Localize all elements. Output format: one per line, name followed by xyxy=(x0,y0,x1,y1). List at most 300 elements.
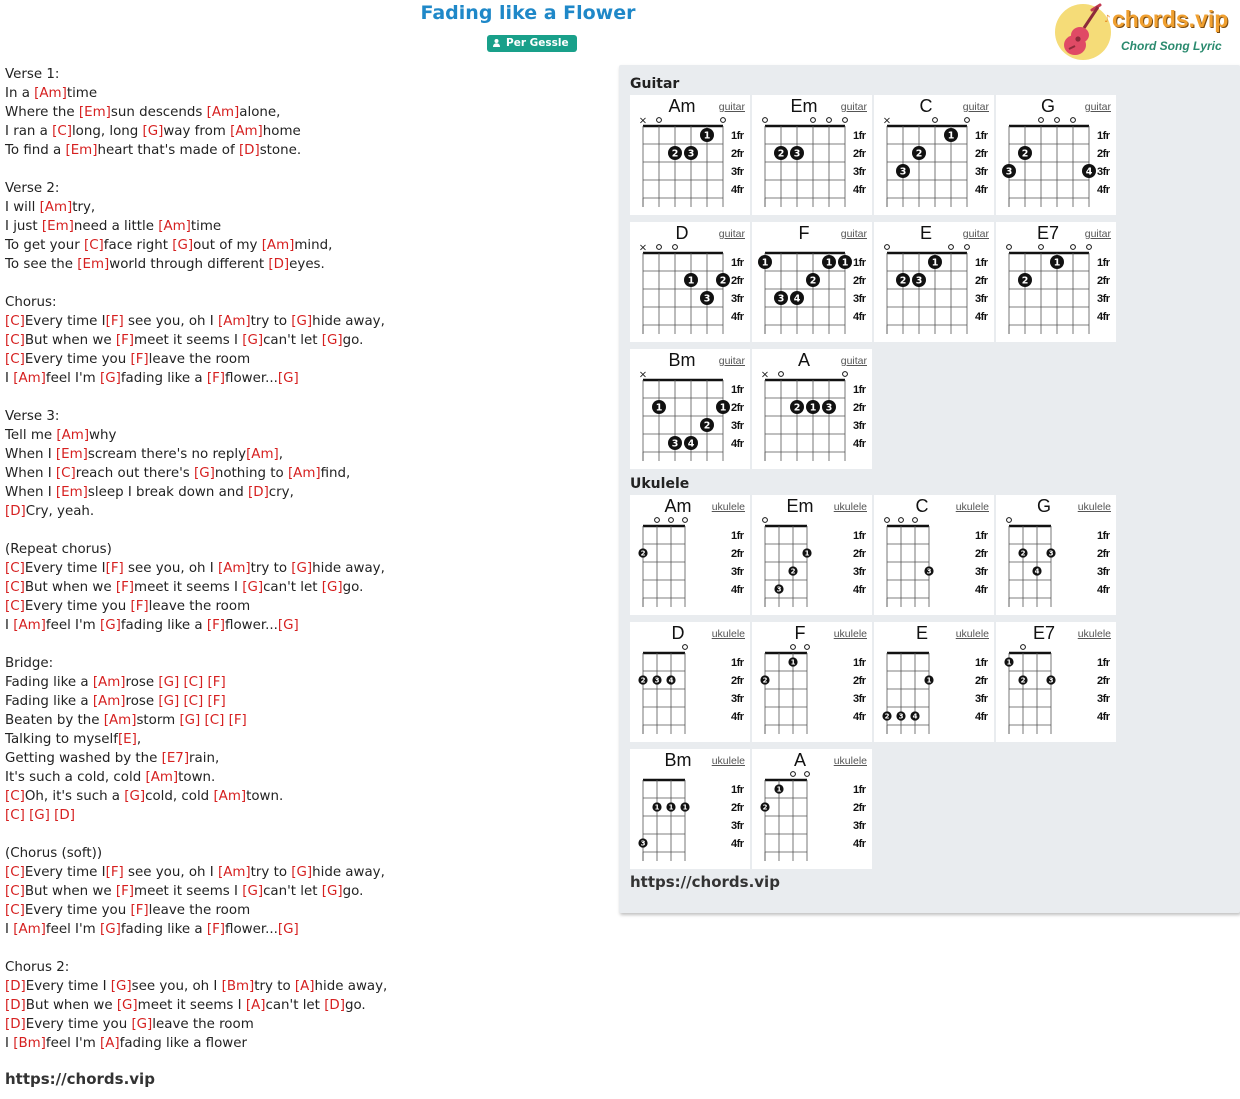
finger-number: 1 xyxy=(1053,257,1061,269)
chord-link[interactable]: [Am] xyxy=(92,694,126,709)
chord-link[interactable]: [Am] xyxy=(217,561,251,576)
chord-link[interactable]: [D] xyxy=(268,257,290,272)
chord-link[interactable]: [C] xyxy=(55,466,76,481)
ukulele-chord-card-d[interactable] xyxy=(630,622,750,742)
chord-link[interactable]: [G] xyxy=(291,561,313,576)
chord-link[interactable]: [G] xyxy=(194,466,215,481)
instrument-link[interactable]: guitar xyxy=(1084,228,1111,240)
open-string-mark xyxy=(827,118,832,123)
chord-link[interactable]: [G] xyxy=(291,865,313,880)
lyric-text: Tell me xyxy=(5,428,57,443)
chord-link[interactable]: [C] xyxy=(5,580,25,595)
muted-string-mark: × xyxy=(882,115,892,127)
chord-link[interactable]: [D] xyxy=(248,485,269,500)
chord-link[interactable]: [C] xyxy=(5,884,25,899)
chord-name: A xyxy=(797,350,810,370)
fret-label: 4fr xyxy=(1097,184,1110,196)
guitar-chord-card-c[interactable] xyxy=(874,95,994,215)
ukulele-chord-card-c[interactable] xyxy=(874,495,994,615)
guitar-chord-card-d[interactable] xyxy=(630,222,750,342)
chord-link[interactable]: [F] xyxy=(206,371,226,386)
chord-link[interactable]: [C] xyxy=(5,314,25,329)
lyric-line xyxy=(5,730,387,749)
finger-number: 1 xyxy=(654,803,660,812)
chord-link[interactable]: [G] xyxy=(99,922,121,937)
chord-link[interactable]: [G] xyxy=(131,1017,153,1032)
fret-label: 2fr xyxy=(1097,548,1110,560)
chord-link[interactable]: [D] xyxy=(5,504,26,519)
chord-link[interactable]: [G] xyxy=(321,580,343,595)
fret-label: 1fr xyxy=(853,130,866,142)
chord-link[interactable]: [F] xyxy=(115,884,135,899)
chord-link[interactable]: [C] xyxy=(5,599,25,614)
lyric-text: flower... xyxy=(225,922,278,937)
chord-link[interactable]: [G] xyxy=(110,979,132,994)
instrument-link[interactable]: guitar xyxy=(962,101,989,113)
finger-number: 2 xyxy=(1021,148,1029,160)
chord-link[interactable]: [G] xyxy=(172,238,194,253)
instrument-link[interactable]: guitar xyxy=(840,228,867,240)
chord-name: Am xyxy=(668,96,696,116)
fret-label: 4fr xyxy=(731,584,744,596)
finger-number: 3 xyxy=(793,148,801,160)
chord-link[interactable]: [F] xyxy=(207,675,226,690)
lyric-line xyxy=(5,977,387,996)
lyric-text: reach out there's xyxy=(75,466,195,481)
fret-label: 1fr xyxy=(731,257,744,269)
fret-label: 4fr xyxy=(975,711,988,723)
finger-number: 3 xyxy=(898,712,904,721)
fret-label: 1fr xyxy=(731,657,744,669)
finger-number: 1 xyxy=(841,257,849,269)
fretboard-diagram xyxy=(996,95,1116,215)
lyric-line xyxy=(5,293,387,312)
lyric-text: fading like a xyxy=(120,922,207,937)
lyric-text: can't let xyxy=(263,580,322,595)
lyric-text: fading like a xyxy=(120,618,207,633)
lyric-line xyxy=(5,692,387,711)
fret-label: 1fr xyxy=(731,384,744,396)
chord-link[interactable]: [Am] xyxy=(158,219,191,234)
chord-link[interactable]: [C] xyxy=(5,808,25,823)
finger-number: 1 xyxy=(809,402,817,414)
lyric-text: cry, xyxy=(268,485,294,500)
lyric-text: Every time you xyxy=(25,1017,132,1032)
instrument-link[interactable]: ukulele xyxy=(711,501,745,513)
chord-link[interactable]: [D] xyxy=(54,808,75,823)
lyric-line xyxy=(5,464,387,483)
lyric-text: Every time I xyxy=(24,561,106,576)
lyric-text: Beaten by the xyxy=(5,713,104,728)
lyric-text: Chorus: xyxy=(5,295,57,310)
lyric-text: face right xyxy=(103,238,173,253)
chord-link[interactable]: [F] xyxy=(115,580,135,595)
finger-number: 2 xyxy=(703,420,711,432)
fretboard-diagram xyxy=(874,95,994,215)
guitar-chord-card-g[interactable] xyxy=(996,95,1116,215)
chord-link[interactable]: [Bm] xyxy=(221,979,255,994)
finger-number: 4 xyxy=(912,712,918,721)
chord-link[interactable]: [Am] xyxy=(213,789,247,804)
open-string-mark xyxy=(721,118,726,123)
ukulele-chord-card-e7[interactable] xyxy=(996,622,1116,742)
chord-link[interactable]: [A] xyxy=(100,1036,120,1051)
chord-link[interactable]: [Em] xyxy=(55,447,88,462)
fret-label: 1fr xyxy=(1097,657,1110,669)
lyric-text: hide away, xyxy=(312,865,385,880)
instrument-link[interactable]: ukulele xyxy=(955,501,989,513)
open-string-mark xyxy=(763,518,768,523)
open-string-mark xyxy=(1055,118,1060,123)
lyric-text: When I xyxy=(5,447,56,462)
lyric-text: why xyxy=(89,428,117,443)
instrument-link[interactable]: guitar xyxy=(962,228,989,240)
lyric-text: Every time you xyxy=(24,903,131,918)
chord-link[interactable]: [C] xyxy=(5,561,25,576)
open-string-mark xyxy=(791,645,796,650)
lyric-text: try to xyxy=(254,979,295,994)
lyric-text: town. xyxy=(178,770,216,785)
lyric-text: Oh, it's such a xyxy=(24,789,125,804)
lyric-text: town. xyxy=(246,789,284,804)
lyric-line xyxy=(5,369,387,388)
site-logo[interactable] xyxy=(1054,2,1240,62)
chord-link[interactable]: [Em] xyxy=(77,257,110,272)
chord-link[interactable]: [Am] xyxy=(13,618,46,633)
fretboard-diagram xyxy=(752,95,872,215)
fretboard-diagram xyxy=(752,349,872,469)
chord-link[interactable]: [Em] xyxy=(41,219,74,234)
fret-label: 4fr xyxy=(853,838,866,850)
chord-link[interactable]: [C] xyxy=(204,713,225,728)
finger-number: 2 xyxy=(1021,275,1029,287)
chord-link[interactable]: [G] xyxy=(291,314,313,329)
chord-link[interactable]: [G] xyxy=(158,694,180,709)
lyric-text: To find a xyxy=(5,143,66,158)
guitar-chord-card-e[interactable] xyxy=(874,222,994,342)
instrument-link[interactable]: guitar xyxy=(1084,101,1111,113)
lyric-text: storm xyxy=(136,713,180,728)
fret-label: 3fr xyxy=(975,566,988,578)
chord-link[interactable]: [F] xyxy=(115,333,135,348)
panel-site-url[interactable]: https://chords.vip xyxy=(630,873,780,891)
fret-label: 2fr xyxy=(1097,675,1110,687)
chord-link[interactable]: [F] xyxy=(206,922,226,937)
chord-link[interactable]: [G] xyxy=(116,998,138,1013)
finger-number: 1 xyxy=(931,257,939,269)
chord-name: G xyxy=(1040,96,1055,116)
open-string-mark xyxy=(655,518,660,523)
fret-label: 2fr xyxy=(1097,148,1110,160)
lyric-line xyxy=(5,1034,387,1053)
chord-link[interactable]: [D] xyxy=(5,1017,26,1032)
finger-number: 2 xyxy=(640,549,646,558)
guitar-chord-card-am[interactable] xyxy=(630,95,750,215)
fret-label: 2fr xyxy=(975,675,988,687)
instrument-link[interactable]: guitar xyxy=(718,101,745,113)
lyric-line xyxy=(5,179,387,198)
lyric-text: leave the room xyxy=(152,1017,254,1032)
lyric-line xyxy=(5,920,387,939)
fretboard-diagram xyxy=(752,495,872,615)
chord-name: E7 xyxy=(1036,223,1060,243)
fret-label: 1fr xyxy=(853,657,866,669)
lyric-blank-line xyxy=(5,635,387,654)
lyric-text: leave the room xyxy=(148,599,251,614)
finger-number: 2 xyxy=(762,803,768,812)
fret-label: 4fr xyxy=(731,838,744,850)
lyric-text: But when we xyxy=(24,333,116,348)
chord-link[interactable]: [Am] xyxy=(261,238,295,253)
fret-label: 2fr xyxy=(731,148,744,160)
finger-number: 3 xyxy=(640,839,646,848)
ukulele-chord-card-g[interactable] xyxy=(996,495,1116,615)
ukulele-chord-card-e[interactable] xyxy=(874,622,994,742)
instrument-link[interactable]: ukulele xyxy=(955,628,989,640)
fret-label: 3fr xyxy=(853,166,866,178)
chord-name: Em xyxy=(786,496,814,516)
lyric-blank-line xyxy=(5,388,387,407)
chord-link[interactable]: [D] xyxy=(238,143,260,158)
lyric-text: But when we xyxy=(24,884,116,899)
chord-link[interactable]: [D] xyxy=(324,998,345,1013)
fret-label: 1fr xyxy=(731,530,744,542)
logo-wordmark: chords.vip xyxy=(1112,6,1229,32)
instrument-link[interactable]: guitar xyxy=(840,101,867,113)
chord-link[interactable]: [Am] xyxy=(13,371,46,386)
chord-link[interactable]: [F] xyxy=(130,352,149,367)
ukulele-chord-card-bm[interactable] xyxy=(630,749,750,869)
chord-link[interactable]: [D] xyxy=(5,979,26,994)
lyric-text: I xyxy=(5,618,14,633)
ukulele-chord-card-f[interactable] xyxy=(752,622,872,742)
chord-link[interactable]: [F] xyxy=(105,865,124,880)
chord-link[interactable]: [F] xyxy=(207,694,226,709)
chord-link[interactable]: [G] xyxy=(242,333,264,348)
finger-number: 2 xyxy=(1020,549,1026,558)
lyric-text: But when we xyxy=(24,580,116,595)
lyric-line xyxy=(5,768,387,787)
finger-number: 3 xyxy=(1005,166,1013,178)
instrument-link[interactable]: ukulele xyxy=(711,628,745,640)
fret-label: 1fr xyxy=(975,130,988,142)
guitar-chord-card-f[interactable] xyxy=(752,222,872,342)
lyric-text: see you, oh I xyxy=(123,314,218,329)
chord-link[interactable]: [C] xyxy=(183,694,204,709)
ukulele-chord-card-em[interactable] xyxy=(752,495,872,615)
finger-number: 3 xyxy=(671,438,679,450)
fretboard-diagram xyxy=(630,95,750,215)
chord-link[interactable]: [G] xyxy=(242,580,264,595)
fretboard-diagram xyxy=(630,749,750,869)
lyric-line xyxy=(5,597,387,616)
chord-link[interactable]: [Am] xyxy=(92,675,126,690)
lyric-line xyxy=(5,141,387,160)
chord-name: A xyxy=(793,750,806,770)
chord-link[interactable]: [F] xyxy=(130,599,149,614)
finger-number: 1 xyxy=(947,130,955,142)
instrument-link[interactable]: ukulele xyxy=(1077,501,1111,513)
chord-link[interactable]: [G] xyxy=(29,808,50,823)
lyric-text: But when we xyxy=(25,998,117,1013)
chord-link[interactable]: [E7] xyxy=(161,751,190,766)
chord-link[interactable]: [C] xyxy=(52,124,72,139)
instrument-link[interactable]: ukulele xyxy=(833,501,867,513)
open-string-mark xyxy=(965,245,970,250)
finger-number: 1 xyxy=(682,803,688,812)
guitar-chord-card-em[interactable] xyxy=(752,95,872,215)
chord-link[interactable]: [G] xyxy=(158,675,180,690)
fret-label: 4fr xyxy=(731,438,744,450)
finger-number: 2 xyxy=(809,275,817,287)
open-string-mark xyxy=(1007,245,1012,250)
finger-number: 3 xyxy=(1048,549,1054,558)
chord-name: D xyxy=(675,223,689,243)
lyric-text: Every time you xyxy=(24,352,131,367)
artist-badge[interactable] xyxy=(487,35,577,52)
chord-link[interactable]: [Am] xyxy=(103,713,137,728)
chord-link[interactable]: [F] xyxy=(105,314,124,329)
instrument-link[interactable]: ukulele xyxy=(833,755,867,767)
finger-number: 2 xyxy=(899,275,907,287)
instrument-link[interactable]: ukulele xyxy=(711,755,745,767)
lyric-text: Getting washed by the xyxy=(5,751,162,766)
chord-link[interactable]: [Am] xyxy=(246,447,279,462)
fret-label: 2fr xyxy=(731,275,744,287)
chord-link[interactable]: [Am] xyxy=(287,466,321,481)
chord-link[interactable]: [Em] xyxy=(65,143,98,158)
chord-link[interactable]: [G] xyxy=(142,124,164,139)
lyric-text: Verse 3: xyxy=(5,409,60,424)
chord-link[interactable]: [C] xyxy=(5,333,25,348)
chord-link[interactable]: [C] xyxy=(83,238,104,253)
chord-link[interactable]: [Am] xyxy=(39,200,73,215)
finger-number: 3 xyxy=(687,148,695,160)
chord-link[interactable]: [G] xyxy=(277,618,299,633)
chord-link[interactable]: [G] xyxy=(321,333,343,348)
chord-link[interactable]: [C] xyxy=(5,352,25,367)
guitar-chord-card-e7[interactable] xyxy=(996,222,1116,342)
chord-link[interactable]: [G] xyxy=(99,371,121,386)
chord-link[interactable]: [Am] xyxy=(34,86,67,101)
lyric-text: see you, oh I xyxy=(123,561,218,576)
chord-link[interactable]: [G] xyxy=(179,713,201,728)
lyric-text: When I xyxy=(5,485,56,500)
lyric-line xyxy=(5,958,387,977)
chord-link[interactable]: [Em] xyxy=(78,105,111,120)
chord-link[interactable]: [G] xyxy=(99,618,121,633)
lyric-text: flower... xyxy=(225,371,278,386)
open-string-mark xyxy=(1007,518,1012,523)
chord-link[interactable]: [E] xyxy=(117,732,137,747)
lyric-text: find, xyxy=(320,466,351,481)
chord-link[interactable]: [Bm] xyxy=(13,1036,46,1051)
lyric-text: stone. xyxy=(259,143,302,158)
open-string-mark xyxy=(673,245,678,250)
fret-label: 1fr xyxy=(975,530,988,542)
chord-link[interactable]: [Am] xyxy=(206,105,240,120)
chord-link[interactable]: [Am] xyxy=(217,865,251,880)
chord-link[interactable]: [G] xyxy=(242,884,264,899)
fret-label: 2fr xyxy=(853,675,866,687)
fret-label: 2fr xyxy=(853,148,866,160)
lyric-text: sun descends xyxy=(110,105,207,120)
instrument-link[interactable]: ukulele xyxy=(1077,628,1111,640)
chord-link[interactable]: [D] xyxy=(5,998,26,1013)
footer-site-url[interactable]: https://chords.vip xyxy=(5,1070,155,1088)
chord-link[interactable]: [F] xyxy=(228,713,247,728)
ukulele-chord-card-am[interactable] xyxy=(630,495,750,615)
fret-label: 2fr xyxy=(731,802,744,814)
fret-label: 4fr xyxy=(1097,311,1110,323)
chord-link[interactable]: [F] xyxy=(206,618,226,633)
fret-label: 1fr xyxy=(1097,130,1110,142)
chord-link[interactable]: [A] xyxy=(294,979,315,994)
instrument-link[interactable]: guitar xyxy=(840,355,867,367)
chord-link[interactable]: [G] xyxy=(277,371,299,386)
lyric-text: way from xyxy=(163,124,231,139)
guitar-chord-card-bm[interactable] xyxy=(630,349,750,469)
lyric-blank-line xyxy=(5,521,387,540)
fret-label: 1fr xyxy=(853,784,866,796)
chord-link[interactable]: [Am] xyxy=(230,124,263,139)
chord-link[interactable]: [C] xyxy=(183,675,204,690)
chord-link[interactable]: [G] xyxy=(124,789,146,804)
chord-link[interactable]: [Am] xyxy=(13,922,46,937)
fret-label: 1fr xyxy=(975,257,988,269)
chord-link[interactable]: [Am] xyxy=(145,770,179,785)
lyric-text: I xyxy=(5,371,14,386)
chord-link[interactable]: [G] xyxy=(277,922,299,937)
lyric-text: I ran a xyxy=(5,124,53,139)
open-string-mark xyxy=(763,118,768,123)
instrument-link[interactable]: ukulele xyxy=(833,628,867,640)
chord-link[interactable]: [G] xyxy=(321,884,343,899)
ukulele-chord-card-a[interactable] xyxy=(752,749,872,869)
chord-link[interactable]: [Em] xyxy=(55,485,88,500)
lyric-blank-line xyxy=(5,160,387,179)
lyric-text: go. xyxy=(342,333,364,348)
lyric-text: feel I'm xyxy=(45,618,100,633)
fret-label: 1fr xyxy=(853,257,866,269)
guitar-chord-card-a[interactable] xyxy=(752,349,872,469)
lyric-text: meet it seems I xyxy=(134,884,243,899)
instrument-link[interactable]: guitar xyxy=(718,355,745,367)
chord-link[interactable]: [Am] xyxy=(217,314,251,329)
chord-link[interactable]: [F] xyxy=(105,561,124,576)
lyric-text: eyes. xyxy=(289,257,325,272)
lyric-line xyxy=(5,863,387,882)
chord-link[interactable]: [C] xyxy=(5,789,25,804)
finger-number: 1 xyxy=(790,658,796,667)
chord-link[interactable]: [F] xyxy=(130,903,149,918)
chord-link[interactable]: [C] xyxy=(5,903,25,918)
finger-number: 3 xyxy=(915,275,923,287)
chord-link[interactable]: [A] xyxy=(245,998,266,1013)
chord-name: C xyxy=(919,96,933,116)
lyric-blank-line xyxy=(5,274,387,293)
finger-number: 4 xyxy=(1085,166,1093,178)
chord-link[interactable]: [Am] xyxy=(56,428,90,443)
lyric-text: go. xyxy=(342,884,364,899)
fret-label: 3fr xyxy=(731,420,744,432)
open-string-mark xyxy=(899,518,904,523)
instrument-link[interactable]: guitar xyxy=(718,228,745,240)
finger-number: 3 xyxy=(703,293,711,305)
chord-link[interactable]: [C] xyxy=(5,865,25,880)
fret-label: 3fr xyxy=(853,420,866,432)
open-string-mark xyxy=(805,645,810,650)
